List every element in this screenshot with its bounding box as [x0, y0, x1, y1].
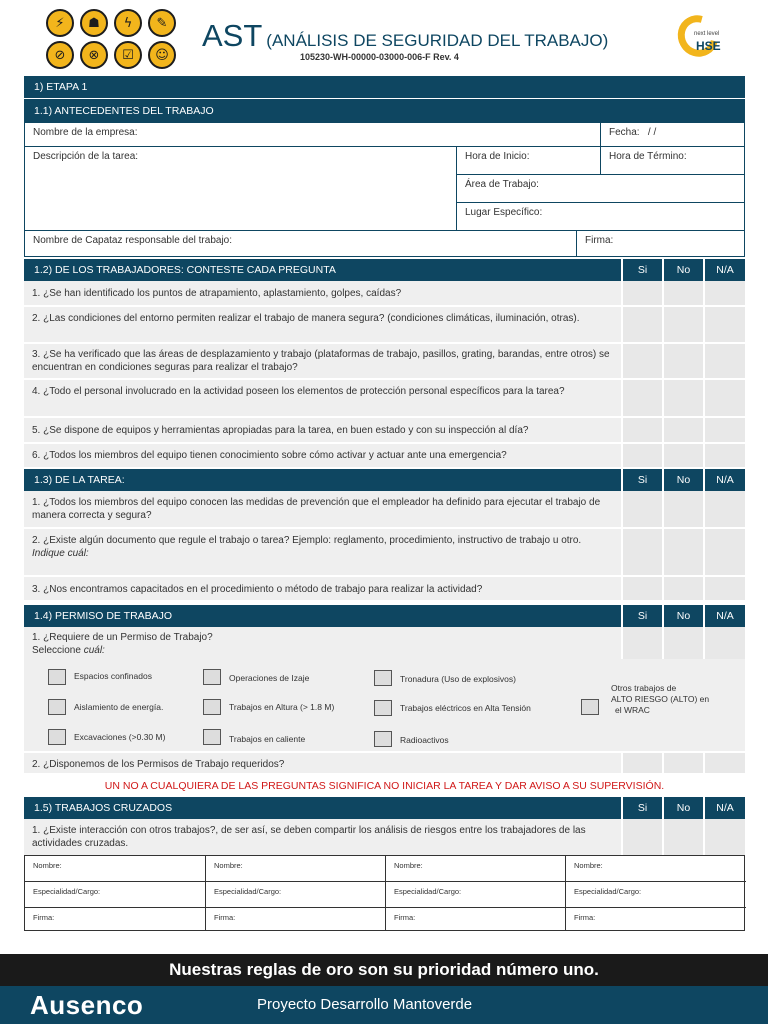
answer-no[interactable]: [662, 529, 703, 575]
ppe-icon: ☺: [148, 41, 176, 69]
question-1-2-6: 6. ¿Todos los miembros del equipo tienen conocimiento sobre cómo activar y actuar ante una emergencia?: [24, 444, 745, 469]
section-1-1-title: 1.1) ANTECEDENTES DEL TRABAJO: [24, 98, 745, 122]
answer-no[interactable]: [662, 753, 703, 773]
cross-name-field[interactable]: Nombre:: [206, 856, 386, 882]
answer-na[interactable]: [703, 529, 745, 575]
answer-na[interactable]: [703, 344, 745, 378]
answer-no[interactable]: [662, 344, 703, 378]
permit-checkbox-excavation[interactable]: [48, 729, 66, 745]
answer-yes[interactable]: [621, 491, 662, 527]
golden-rules-slogan: Nuestras reglas de oro son su prioridad número uno.: [0, 954, 768, 986]
company-field[interactable]: Nombre de la empresa:: [24, 122, 601, 147]
permit-checkbox-height[interactable]: [203, 699, 221, 715]
cross-role-field[interactable]: Especialidad/Cargo:: [206, 882, 386, 908]
answer-no[interactable]: [662, 380, 703, 416]
answer-yes[interactable]: [621, 819, 662, 855]
document-header: [0, 0, 768, 76]
answer-yes[interactable]: [621, 529, 662, 575]
answer-na[interactable]: [703, 281, 745, 305]
answer-yes[interactable]: [621, 577, 662, 600]
section-1-2-title: 1.2) DE LOS TRABAJADORES: CONTESTE CADA PREGUNTA Si No N/A: [24, 259, 745, 281]
cross-signature-field[interactable]: Firma:: [574, 913, 596, 922]
answer-na[interactable]: [703, 307, 745, 342]
permit-checkbox-hot-work[interactable]: [203, 729, 221, 745]
answer-yes[interactable]: [621, 307, 662, 342]
answer-na[interactable]: [703, 753, 745, 773]
page-footer: [0, 986, 768, 1024]
cross-role-field[interactable]: Especialidad/Cargo:: [566, 882, 746, 908]
answer-no[interactable]: [662, 307, 703, 342]
answer-yes[interactable]: [621, 418, 662, 442]
safety-icons: [46, 9, 176, 71]
section-1-3-title: 1.3) DE LA TAREA: Si No N/A: [24, 469, 745, 491]
section-1-5-title: 1.5) TRABAJOS CRUZADOS Si No N/A: [24, 797, 745, 819]
cross-name-field[interactable]: Nombre:: [25, 856, 206, 882]
answer-na[interactable]: [703, 627, 745, 659]
question-1-3-3: 3. ¿Nos encontramos capacitados en el procedimiento o método de trabajo para realizar la actividad?: [24, 577, 745, 602]
answer-yes[interactable]: [621, 344, 662, 378]
permit-label-energy: Aislamiento de energía.: [74, 702, 164, 712]
answer-no[interactable]: [662, 418, 703, 442]
stop-work-warning: UN NO A CUALQUIERA DE LAS PREGUNTAS SIGNIFICA NO INICIAR LA TAREA Y DAR AVISO A SU SUPERVISIÓN.: [24, 775, 745, 797]
permit-label-height: Trabajos en Altura (> 1.8 M): [229, 702, 335, 712]
document-number: 105230-WH-00000-03000-006-F Rev. 4: [300, 52, 459, 62]
company-logo: Ausenco: [30, 990, 144, 1020]
question-1-2-4: 4. ¿Todo el personal involucrado en la actividad poseen los elementos de protección personal específicos para la tarea?: [24, 380, 745, 418]
no-lifting-icon: ⊗: [80, 41, 108, 69]
permit-checkbox-high-voltage[interactable]: [374, 700, 392, 716]
start-time-field[interactable]: Hora de Inicio:: [457, 147, 601, 175]
cross-signature-field[interactable]: Firma:: [386, 908, 566, 930]
cross-role-field[interactable]: Especialidad/Cargo:: [25, 882, 206, 908]
permit-label-lifting: Operaciones de Izaje: [229, 673, 310, 683]
foreman-signature-field[interactable]: Firma:: [577, 231, 745, 257]
answer-na[interactable]: [703, 819, 745, 855]
cross-signature-field[interactable]: Firma:: [206, 908, 386, 930]
cross-name-field[interactable]: Nombre:: [566, 856, 746, 882]
question-1-4-2: 2. ¿Disponemos de los Permisos de Trabajo requeridos?: [24, 751, 745, 775]
answer-no[interactable]: [662, 281, 703, 305]
ast-form: [24, 76, 745, 931]
permit-checkbox-other-high-risk[interactable]: [581, 699, 599, 715]
permit-label-hot-work: Trabajos en caliente: [229, 734, 306, 744]
question-1-2-1: 1. ¿Se han identificado los puntos de atrapamiento, aplastamiento, golpes, caídas?: [24, 281, 745, 307]
section-1-4-title: 1.4) PERMISO DE TRABAJO Si No N/A: [24, 605, 745, 627]
cross-name-field[interactable]: Nombre:: [386, 856, 566, 882]
answer-yes[interactable]: [621, 753, 662, 773]
permit-checkbox-confined[interactable]: [48, 669, 66, 685]
answer-yes[interactable]: [621, 281, 662, 305]
no-entry-icon: ⊘: [46, 41, 74, 69]
answer-no[interactable]: [662, 444, 703, 467]
project-name: Proyecto Desarrollo Mantoverde: [257, 996, 473, 1013]
cross-signature-field[interactable]: Firma:: [25, 908, 206, 930]
question-1-3-2: 2. ¿Existe algún documento que regule el trabajo o tarea? Ejemplo: reglamento, procedimiento, instructivo de trabajo u otro. Indique cuál:: [24, 529, 745, 577]
question-1-2-3: 3. ¿Se ha verificado que las áreas de desplazamiento y trabajo (plataformas de trabajo, pasillos, grating, barandas, entre otros) se encuentran en condiciones seguras para realizar el trabajo?: [24, 344, 745, 380]
permit-label-excavation: Excavaciones (>0.30 M): [74, 732, 166, 742]
task-description-field[interactable]: Descripción de la tarea:: [24, 147, 457, 231]
cross-work-table: [24, 855, 745, 931]
answer-no[interactable]: [662, 819, 703, 855]
permit-checkbox-radioactive[interactable]: [374, 731, 392, 747]
answer-no[interactable]: [662, 491, 703, 527]
foreman-name-field[interactable]: Nombre de Capataz responsable del trabajo:: [24, 231, 577, 257]
answer-yes[interactable]: [621, 627, 662, 659]
answer-na[interactable]: [703, 577, 745, 600]
tools-icon: ✎: [148, 9, 176, 37]
answer-no[interactable]: [662, 627, 703, 659]
permit-label-blasting: Tronadura (Uso de explosivos): [400, 674, 516, 684]
work-area-field[interactable]: Área de Trabajo:: [457, 175, 745, 203]
electric-hazard-icon: ⚡: [46, 9, 74, 37]
answer-na[interactable]: [703, 491, 745, 527]
worker-fall-icon: ☗: [80, 9, 108, 37]
permit-checkbox-lifting[interactable]: [203, 669, 221, 685]
end-time-field[interactable]: Hora de Término:: [601, 147, 745, 175]
hse-logo: next level HSE: [674, 9, 728, 65]
question-1-2-2: 2. ¿Las condiciones del entorno permiten realizar el trabajo de manera segura? (condiciones climáticas, iluminación, otras).: [24, 307, 745, 344]
answer-na[interactable]: [703, 444, 745, 467]
section-stage-1: 1) ETAPA 1: [24, 76, 745, 98]
specific-place-field[interactable]: Lugar Específico:: [457, 203, 745, 231]
permit-label-radioactive: Radioactivos: [400, 735, 449, 745]
electricity-icon: ϟ: [114, 9, 142, 37]
document-title: AST (ANÁLISIS DE SEGURIDAD DEL TRABAJO): [202, 18, 609, 53]
question-1-3-1: 1. ¿Todos los miembros del equipo conocen las medidas de prevención que el empleador ha definido para ejecutar el trabajo de manera correcta y segura?: [24, 491, 745, 529]
permit-options: [24, 659, 745, 751]
permit-label-high-voltage: Trabajos eléctricos en Alta Tensión: [400, 703, 531, 713]
question-1-5-1: 1. ¿Existe interacción con otros trabajos?, de ser así, se deben compartir los análisis de riesgos entre los trabajadores de las actividades cruzadas.: [24, 819, 745, 855]
question-1-2-5: 5. ¿Se dispone de equipos y herramientas apropiadas para la tarea, en buen estado y con su inspección al día?: [24, 418, 745, 444]
answer-na[interactable]: [703, 380, 745, 416]
permit-label-confined: Espacios confinados: [74, 671, 152, 681]
lockout-icon: ☑: [114, 41, 142, 69]
answer-yes[interactable]: [621, 380, 662, 416]
date-field[interactable]: Fecha: / /: [601, 122, 745, 147]
answer-no[interactable]: [662, 577, 703, 600]
permit-checkbox-energy[interactable]: [48, 699, 66, 715]
answer-yes[interactable]: [621, 444, 662, 467]
cross-role-field[interactable]: Especialidad/Cargo:: [386, 882, 566, 908]
question-1-4-1: 1. ¿Requiere de un Permiso de Trabajo? Seleccione cuál:: [24, 627, 745, 659]
answer-na[interactable]: [703, 418, 745, 442]
permit-checkbox-blasting[interactable]: [374, 670, 392, 686]
permit-label-other-high-risk: Otros trabajos de ALTO RIESGO (ALTO) en el WRAC: [611, 683, 710, 715]
